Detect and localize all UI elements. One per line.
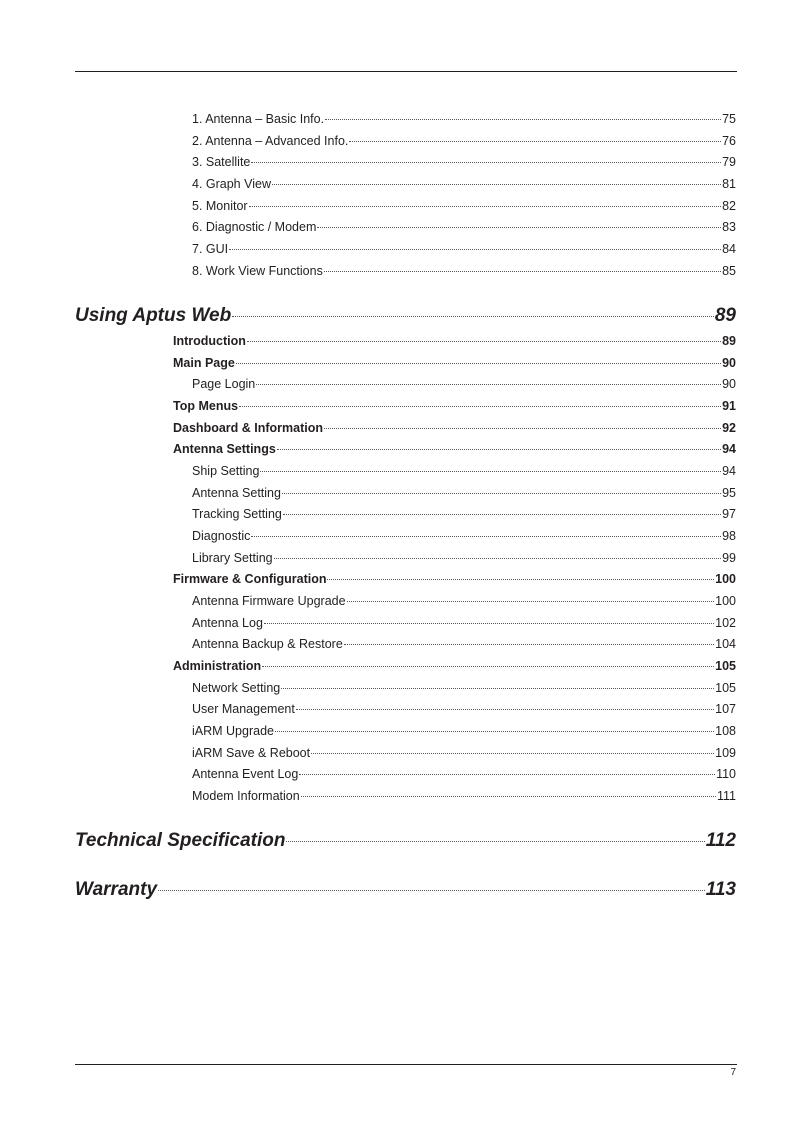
toc-leader-dots xyxy=(239,406,721,407)
toc-leader-dots xyxy=(301,796,716,797)
toc-leader-dots xyxy=(344,644,714,645)
toc-entry-label: Page Login xyxy=(192,377,256,391)
footer-rule xyxy=(75,1064,737,1065)
toc-entry-page: 99 xyxy=(722,551,736,565)
toc-entry-ship-setting[interactable] xyxy=(192,464,736,478)
toc-section-label: Dashboard & Information xyxy=(173,421,324,435)
toc-section-top-menus[interactable] xyxy=(173,399,736,413)
toc-entry-page: 85 xyxy=(722,264,736,278)
toc-section-label: Firmware & Configuration xyxy=(173,572,327,586)
toc-entry-antenna-log[interactable] xyxy=(192,616,736,630)
toc-chapter-page: 89 xyxy=(714,305,736,326)
toc-entry-page: 108 xyxy=(715,724,736,738)
toc-entry-page-login[interactable] xyxy=(192,377,736,391)
toc-entry-page: 76 xyxy=(722,134,736,148)
toc-leader-dots xyxy=(262,666,714,667)
toc-entry-label: 4. Graph View xyxy=(192,177,271,191)
toc-entry-modem-information[interactable] xyxy=(192,789,736,803)
toc-section-label: Main Page xyxy=(173,356,235,370)
toc-section-page: 94 xyxy=(722,442,736,456)
toc-leader-dots xyxy=(229,249,721,250)
toc-entry-graph-view[interactable] xyxy=(192,177,736,191)
toc-chapter-page: 112 xyxy=(705,830,736,851)
toc-entry-satellite[interactable] xyxy=(192,155,736,169)
toc-entry-label: Antenna Firmware Upgrade xyxy=(192,594,346,608)
toc-chapter-label: Technical Specification xyxy=(75,830,286,851)
toc-chapter-page: 113 xyxy=(705,879,736,900)
toc-entry-antenna-event-log[interactable] xyxy=(192,767,736,781)
toc-entry-label: 3. Satellite xyxy=(192,155,251,169)
page-number: 7 xyxy=(730,1067,736,1078)
toc-chapter-technical-specification[interactable] xyxy=(75,830,736,852)
toc-section-page: 100 xyxy=(715,572,736,586)
toc-leader-dots xyxy=(232,316,714,317)
toc-entry-iarm-upgrade[interactable] xyxy=(192,724,736,738)
toc-chapter-label: Using Aptus Web xyxy=(75,305,232,326)
toc-section-main-page[interactable] xyxy=(173,356,736,370)
toc-entry-label: Library Setting xyxy=(192,551,273,565)
toc-leader-dots xyxy=(281,688,714,689)
toc-leader-dots xyxy=(275,731,714,732)
toc-entry-page: 94 xyxy=(722,464,736,478)
toc-section-page: 89 xyxy=(722,334,736,348)
toc-section-introduction[interactable] xyxy=(173,334,736,348)
toc-section-dashboard-information[interactable] xyxy=(173,421,736,435)
toc-leader-dots xyxy=(260,471,721,472)
toc-entry-page: 111 xyxy=(716,789,736,803)
toc-leader-dots xyxy=(249,206,722,207)
toc-section-page: 105 xyxy=(715,659,736,673)
toc-leader-dots xyxy=(158,890,705,891)
toc-entry-page: 104 xyxy=(715,637,736,651)
toc-entry-label: 2. Antenna – Advanced Info. xyxy=(192,134,349,148)
toc-section-page: 91 xyxy=(722,399,736,413)
toc-entry-label: Antenna Log xyxy=(192,616,263,630)
toc-entry-page: 95 xyxy=(722,486,736,500)
toc-leader-dots xyxy=(251,162,721,163)
toc-entry-page: 102 xyxy=(715,616,736,630)
toc-entry-label: 1. Antenna – Basic Info. xyxy=(192,112,325,126)
toc-entry-label: 6. Diagnostic / Modem xyxy=(192,220,317,234)
toc-entry-tracking-setting[interactable] xyxy=(192,507,736,521)
toc-entry-monitor[interactable] xyxy=(192,199,736,213)
toc-section-page: 90 xyxy=(722,356,736,370)
toc-leader-dots xyxy=(264,623,714,624)
toc-section-label: Introduction xyxy=(173,334,246,348)
toc-section-firmware-configuration[interactable] xyxy=(173,572,736,586)
toc-entry-label: Network Setting xyxy=(192,681,281,695)
toc-entry-label: iARM Upgrade xyxy=(192,724,274,738)
toc-entry-page: 82 xyxy=(722,199,736,213)
toc-entry-page: 110 xyxy=(716,767,736,781)
toc-leader-dots xyxy=(324,271,721,272)
toc-entry-page: 81 xyxy=(722,177,736,191)
toc-entry-label: Antenna Backup & Restore xyxy=(192,637,343,651)
toc-leader-dots xyxy=(317,227,721,228)
toc-entry-antenna-advanced-info[interactable] xyxy=(192,134,736,148)
toc-entry-page: 84 xyxy=(722,242,736,256)
toc-entry-library-setting[interactable] xyxy=(192,551,736,565)
toc-section-antenna-settings[interactable] xyxy=(173,442,736,456)
toc-leader-dots xyxy=(256,384,721,385)
header-rule xyxy=(75,71,737,72)
toc-entry-antenna-basic-info[interactable] xyxy=(192,112,736,126)
toc-entry-antenna-firmware-upgrade[interactable] xyxy=(192,594,736,608)
toc-entry-diagnostic[interactable] xyxy=(192,529,736,543)
toc-leader-dots xyxy=(311,753,714,754)
toc-entry-page: 83 xyxy=(722,220,736,234)
toc-entry-antenna-backup-restore[interactable] xyxy=(192,637,736,651)
toc-leader-dots xyxy=(236,363,721,364)
toc-entry-page: 109 xyxy=(715,746,736,760)
toc-leader-dots xyxy=(247,341,721,342)
toc-chapter-label: Warranty xyxy=(75,879,158,900)
toc-leader-dots xyxy=(296,709,714,710)
toc-entry-label: 7. GUI xyxy=(192,242,229,256)
toc-section-label: Top Menus xyxy=(173,399,239,413)
toc-entry-work-view-functions[interactable] xyxy=(192,264,736,278)
toc-entry-label: Antenna Event Log xyxy=(192,767,299,781)
toc-leader-dots xyxy=(347,601,715,602)
toc-leader-dots xyxy=(283,514,721,515)
toc-entry-page: 97 xyxy=(722,507,736,521)
toc-entry-page: 98 xyxy=(722,529,736,543)
toc-leader-dots xyxy=(325,119,721,120)
toc-entry-diagnostic-modem[interactable] xyxy=(192,220,736,234)
toc-leader-dots xyxy=(324,428,721,429)
toc-leader-dots xyxy=(299,774,715,775)
toc-entry-page: 90 xyxy=(722,377,736,391)
toc-entry-network-setting[interactable] xyxy=(192,681,736,695)
toc-leader-dots xyxy=(286,841,704,842)
toc-entry-iarm-save-reboot[interactable] xyxy=(192,746,736,760)
toc-leader-dots xyxy=(277,449,721,450)
toc-section-page: 92 xyxy=(722,421,736,435)
toc-leader-dots xyxy=(282,493,721,494)
toc-entry-label: Ship Setting xyxy=(192,464,260,478)
toc-entry-user-management[interactable] xyxy=(192,702,736,716)
toc-entry-label: User Management xyxy=(192,702,295,716)
toc-entry-label: Diagnostic xyxy=(192,529,251,543)
toc-entry-page: 105 xyxy=(715,681,736,695)
toc-leader-dots xyxy=(327,579,714,580)
toc-chapter-using-aptus-web[interactable] xyxy=(75,305,736,327)
toc-entry-label: Modem Information xyxy=(192,789,300,803)
toc-entry-label: Tracking Setting xyxy=(192,507,282,521)
toc-entry-page: 100 xyxy=(715,594,736,608)
toc-entry-page: 107 xyxy=(715,702,736,716)
toc-section-label: Administration xyxy=(173,659,262,673)
toc-leader-dots xyxy=(251,536,721,537)
toc-entry-label: Antenna Setting xyxy=(192,486,281,500)
toc-entry-antenna-setting[interactable] xyxy=(192,486,736,500)
toc-entry-label: 8. Work View Functions xyxy=(192,264,323,278)
toc-section-label: Antenna Settings xyxy=(173,442,276,456)
toc-entry-label: iARM Save & Reboot xyxy=(192,746,311,760)
toc-entry-gui[interactable] xyxy=(192,242,736,256)
toc-leader-dots xyxy=(349,141,721,142)
toc-entry-page: 75 xyxy=(722,112,736,126)
toc-leader-dots xyxy=(272,184,721,185)
toc-section-administration[interactable] xyxy=(173,659,736,673)
toc-chapter-warranty[interactable] xyxy=(75,879,736,901)
toc-entry-page: 79 xyxy=(722,155,736,169)
toc-entry-label: 5. Monitor xyxy=(192,199,248,213)
toc-leader-dots xyxy=(274,558,721,559)
